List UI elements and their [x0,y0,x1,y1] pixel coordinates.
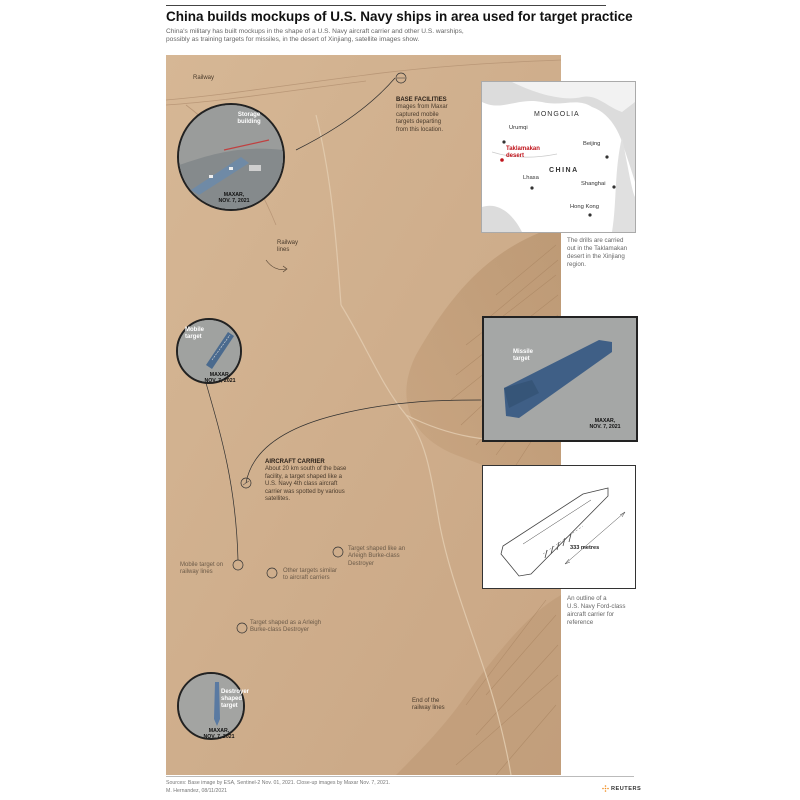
title-rule [166,5,606,6]
page-title: China builds mockups of U.S. Navy ships in area used for target practice [166,9,633,24]
carrier-outline-box [482,465,636,589]
locator-china: CHINA [549,167,579,174]
mobile-credit: MAXAR, NOV. 7, 2021 [204,372,236,384]
railway-lines-label: Railway lines [277,240,299,254]
footer-byline: M. Hernandez, 08/11/2021 [166,788,228,794]
railway-label: Railway [193,75,215,81]
base-facilities-title: BASE FACILITIES [396,97,447,103]
locator-mongolia: MONGOLIA [534,111,580,118]
arleigh-target-label-2: Target shaped as a Arleigh Burke-class Destroyer [250,620,322,634]
locator-map-image [482,82,635,232]
aircraft-carrier-annotation: AIRCRAFT CARRIER About 20 km south of the base facility, a target shaped like a U.S. Navy 4th class aircraft carrier was spotted by various satellites. [265,459,385,503]
locator-urumqi: Urumqi [509,125,528,131]
other-targets-label: Other targets similar to aircraft carriers [283,568,338,582]
locator-taklamakan: Taklamakan desert [506,146,540,159]
reuters-dots-icon [602,785,609,792]
arleigh-target-label-1: Target shaped like an Arleigh Burke-class Destroyer [348,546,406,567]
locator-caption: The drills are carried out in the Taklamakan desert in the Xinjiang region. [567,237,628,268]
locator-map [481,81,636,233]
storage-credit: MAXAR, NOV. 7, 2021 [218,192,250,204]
locator-shanghai: Shanghai [581,181,606,187]
storage-building-label: Storage building [237,112,261,125]
carrier-outline-caption: An outline of a U.S. Navy Ford-class aircraft carrier for reference [567,595,626,626]
carrier-outline-drawing [483,466,635,588]
mobile-target-rail-label: Mobile target on railway lines [180,562,224,576]
page-subtitle: China's military has built mockups in the shape of a U.S. Navy aircraft carrier and other U.S. warships, possibly as training targets for missiles, in the desert of Xinjiang, satellite images show. [166,28,464,44]
mobile-target-label: Mobile target [185,327,204,340]
reuters-wordmark: REUTERS [611,785,642,792]
base-facilities-annotation: BASE FACILITIES Images from Maxar captured mobile targets departing from this location. [396,97,476,134]
locator-hong-kong: Hong Kong [570,204,600,210]
footer-rule [166,776,634,777]
locator-lhasa: Lhasa [523,175,539,181]
missile-credit: MAXAR, NOV. 7, 2021 [589,418,621,430]
footer-sources: Sources: Base image by ESA, Sentinel-2 Nov. 01, 2021. Close-up images by Maxar Nov. 7, 2021. [166,780,391,786]
missile-target-label: Missile target [513,349,534,362]
destroyer-credit: MAXAR, NOV. 7, 2021 [203,728,235,740]
end-railway-label: End of the railway lines [412,698,445,712]
destroyer-label: Destroyer shaped target [221,689,250,709]
carrier-length-label: 333 metres [570,545,600,551]
aircraft-carrier-title: AIRCRAFT CARRIER [265,459,325,465]
reuters-logo [602,785,641,792]
locator-beijing: Beijing [583,141,601,147]
